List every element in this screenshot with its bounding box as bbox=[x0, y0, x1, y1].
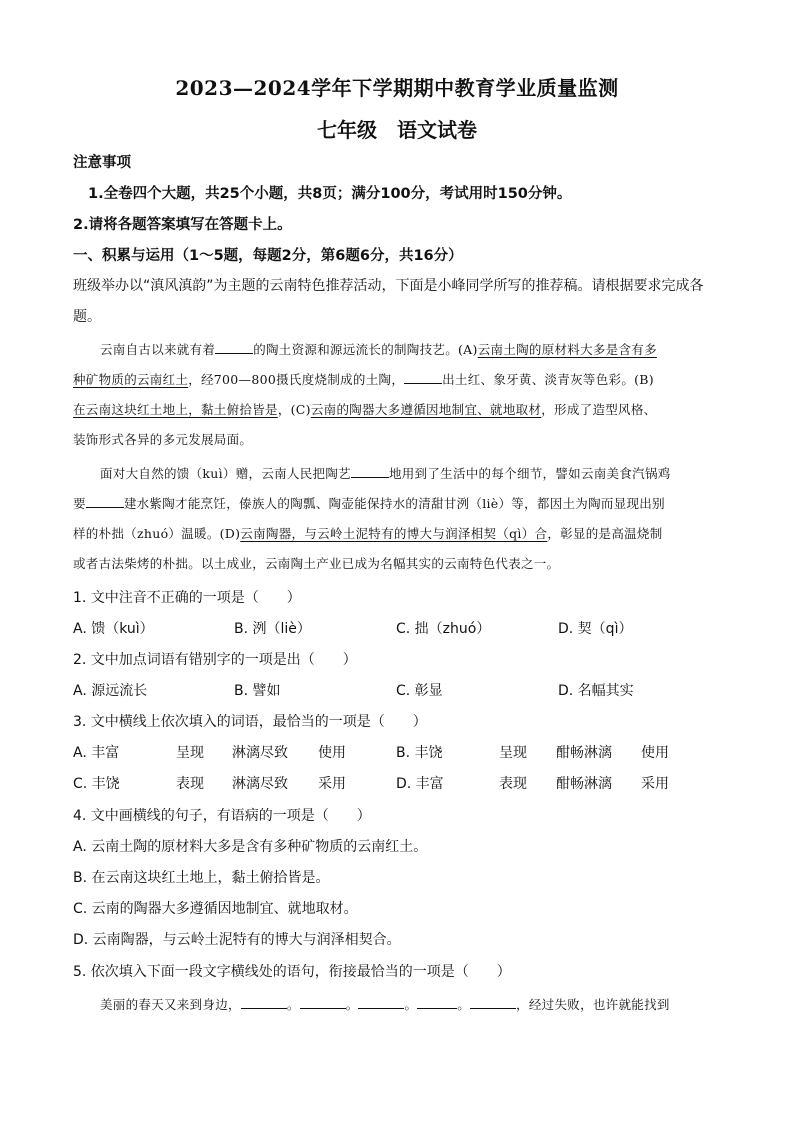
section-intro-line-1: 班级举办以“滇风滇韵”为主题的云南特色推荐活动，下面是小峰同学所写的推荐稿。请根据要求完成各 bbox=[73, 278, 704, 294]
option-c-word-1: C. 丰饶 bbox=[73, 776, 120, 792]
passage-line: 种矿物质的云南红土，经700—800摄氏度烧制成的土陶， 出土红、象牙黄、淡青灰等色彩。(B) bbox=[73, 372, 654, 387]
option-c-word-3: 淋漓尽致 bbox=[232, 776, 288, 792]
option-d-word-2: 表现 bbox=[499, 776, 527, 792]
option-b: B. 譬如 bbox=[234, 683, 281, 699]
section-intro-line-2: 题。 bbox=[73, 309, 101, 325]
option-c-word-4: 采用 bbox=[318, 776, 346, 792]
option-a: A. 云南土陶的原材料大多是含有多种矿物质的云南红土。 bbox=[73, 839, 428, 855]
passage-line: 样的朴拙（zhuó）温暖。(D)云南陶器，与云岭土泥特有的博大与润泽相契（qì）合，彰显的是高温烧制 bbox=[73, 526, 663, 541]
option-b: B. 在云南这块红土地上，黏土俯拾皆是。 bbox=[73, 870, 330, 886]
option-a: A. 馈（kuì） bbox=[73, 621, 154, 637]
passage-line: 在云南这块红土地上，黏土俯拾皆是，(C)云南的陶器大多遵循因地制宜、就地取材，形成了造型风格、 bbox=[73, 402, 657, 417]
option-c: C. 彰显 bbox=[396, 683, 443, 699]
notice-item-2: 2.请将各题答案填写在答题卡上。 bbox=[73, 217, 292, 233]
option-c: C. 云南的陶器大多遵循因地制宜、就地取材。 bbox=[73, 901, 358, 917]
option-b-word-4: 使用 bbox=[641, 745, 669, 761]
exam-subtitle: 七年级 语文试卷 bbox=[317, 118, 477, 142]
option-d: D. 云南陶器，与云岭土泥特有的博大与润泽相契合。 bbox=[73, 932, 401, 948]
underlined-sentence-b: 在云南这块红土地上，黏土俯拾皆是 bbox=[73, 402, 278, 417]
notice-heading: 注意事项 bbox=[73, 155, 131, 171]
fill-blank bbox=[470, 997, 516, 1009]
option-d-word-4: 采用 bbox=[641, 776, 669, 792]
passage-line: 装饰形式各异的多元发展局面。 bbox=[73, 432, 253, 447]
question-5-passage: 美丽的春天又来到身边， 。 。 。 。 ，经过失败，也许就能找到 bbox=[100, 997, 670, 1012]
underlined-sentence-c: 云南的陶器大多遵循因地制宜、就地取材 bbox=[310, 402, 542, 417]
fill-blank bbox=[215, 342, 253, 354]
passage-line: 面对大自然的馈（kuì）赠，云南人民把陶艺 地用到了生活中的每个细节，譬如云南美食汽锅鸡 bbox=[100, 466, 671, 481]
question-stem: 1. 文中注音不正确的一项是（ ） bbox=[73, 590, 301, 606]
passage-line: 要 建水紫陶才能烹饪，傣族人的陶瓢、陶壶能保持水的清甜甘洌（liè）等，都因土为陶而显现出别 bbox=[73, 496, 665, 511]
option-b-word-3: 酣畅淋漓 bbox=[556, 745, 612, 761]
passage-line: 云南自古以来就有着 的陶土资源和源远流长的制陶技艺。(A)云南土陶的原材料大多是含有多 bbox=[100, 342, 657, 357]
option-b: B. 洌（liè） bbox=[234, 621, 311, 637]
option-b-word-1: B. 丰饶 bbox=[396, 745, 443, 761]
option-d: D. 契（qì） bbox=[558, 621, 633, 637]
question-stem: 4. 文中画横线的句子，有语病的一项是（ ） bbox=[73, 808, 371, 824]
question-stem: 3. 文中横线上依次填入的词语，最恰当的一项是（ ） bbox=[73, 714, 427, 730]
option-d: D. 名幅其实 bbox=[558, 683, 634, 699]
option-a-word-3: 淋漓尽致 bbox=[232, 745, 288, 761]
option-a-word-2: 呈现 bbox=[176, 745, 204, 761]
fill-blank bbox=[351, 466, 389, 478]
fill-blank bbox=[358, 997, 404, 1009]
option-a-word-4: 使用 bbox=[318, 745, 346, 761]
underlined-sentence-a-cont: 种矿物质的云南红土 bbox=[73, 372, 189, 387]
fill-blank bbox=[241, 997, 287, 1009]
section-heading: 一、积累与运用（1～5题，每题2分，第6题6分，共16分） bbox=[73, 248, 463, 264]
exam-title: 2023—2024学年下学期期中教育学业质量监测 bbox=[175, 76, 619, 100]
fill-blank bbox=[417, 997, 457, 1009]
question-stem: 2. 文中加点词语有错别字的一项是出（ ） bbox=[73, 652, 357, 668]
underlined-sentence-d: 云南陶器，与云岭土泥特有的博大与润泽相契（qì）合 bbox=[240, 526, 548, 541]
passage-line: 或者古法柴烤的朴拙。以土成业，云南陶土产业已成为名幅其实的云南特色代表之一。 bbox=[73, 556, 560, 571]
underlined-sentence-a: 云南土陶的原材料大多是含有多 bbox=[477, 342, 657, 357]
notice-item-1: 1.全卷四个大题，共25个小题，共8页；满分100分，考试用时150分钟。 bbox=[88, 186, 572, 202]
option-c-word-2: 表现 bbox=[176, 776, 204, 792]
fill-blank bbox=[86, 496, 124, 508]
fill-blank bbox=[404, 372, 442, 384]
option-d-word-1: D. 丰富 bbox=[396, 776, 444, 792]
option-a: A. 源远流长 bbox=[73, 683, 148, 699]
option-b-word-2: 呈现 bbox=[499, 745, 527, 761]
option-d-word-3: 酣畅淋漓 bbox=[556, 776, 612, 792]
question-stem: 5. 依次填入下面一段文字横线处的语句，衔接最恰当的一项是（ ） bbox=[73, 964, 511, 980]
option-a-word-1: A. 丰富 bbox=[73, 745, 120, 761]
fill-blank bbox=[300, 997, 346, 1009]
option-c: C. 拙（zhuó） bbox=[396, 621, 491, 637]
